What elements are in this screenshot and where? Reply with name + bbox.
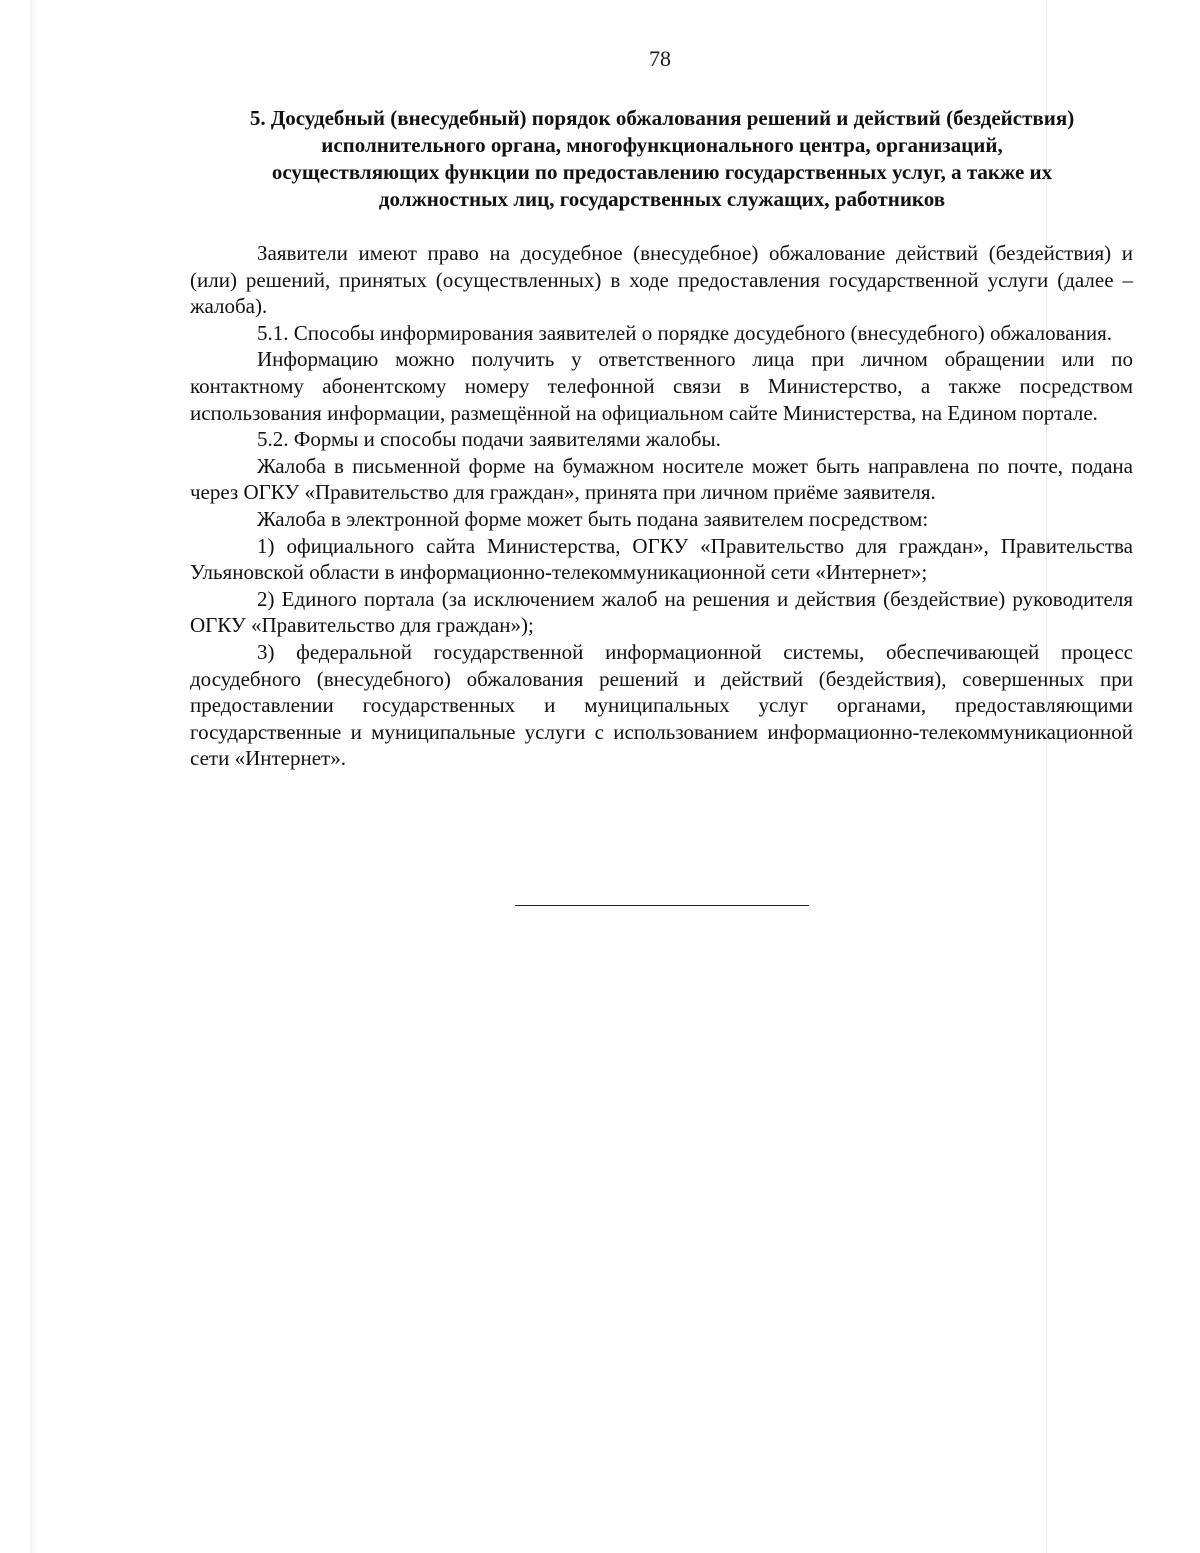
heading-line: 5. Досудебный (внесудебный) порядок обжалования решений и действий (бездействия) [249, 106, 1075, 130]
list-item-3: 3) федеральной государственной информационной системы, обеспечивающей процесс досудебного (внесудебного) обжалования решений и действий (бездействия), совершенных при предоставлении государственных и муниципальных услуг органами, предоставляющими государственные и муниципальные услуги с использованием информационно-телекоммуникационной сети «Интернет». [190, 639, 1133, 771]
end-separator-line [515, 905, 809, 906]
paragraph-electronic-complaint: Жалоба в электронной форме может быть подана заявителем посредством: [257, 506, 929, 531]
paragraph-5-1-heading: 5.1. Способы информирования заявителей о порядке досудебного (внесудебного) обжалования. [257, 320, 1112, 345]
paragraph-right-to-appeal: Заявители имеют право на досудебное (внесудебное) обжалование действий (бездействия) и (или) решений, принятых (осуществленных) в ходе предоставления государственной услуги (далее – жалоба). [190, 241, 1133, 319]
list-item-1: 1) официального сайта Министерства, ОГКУ «Правительство для граждан», Правительства Ульяновской области в информационно-телекоммуникационной сети «Интернет»; [190, 533, 1133, 585]
section-body [190, 240, 1133, 772]
paragraph-written-complaint: Жалоба в письменной форме на бумажном носителе может быть направлена по почте, подана через ОГКУ «Правительство для граждан», принята при личном приёме заявителя. [190, 453, 1133, 505]
page-number: 78 [649, 46, 671, 71]
paragraph-5-2-heading: 5.2. Формы и способы подачи заявителями жалобы. [257, 427, 721, 452]
scan-edge-shadow [30, 0, 40, 1553]
heading-line: исполнительного органа, многофункционального центра, организаций, [321, 133, 1003, 157]
heading-line: осуществляющих функции по предоставлению государственных услуг, а также их [271, 160, 1053, 184]
section-heading [192, 105, 1132, 213]
list-item-2: 2) Единого портала (за исключением жалоб на решения и действия (бездействие) руководителя ОГКУ «Правительство для граждан»); [190, 586, 1133, 638]
paragraph-information-sources: Информацию можно получить у ответственного лица при личном обращении или по контактному абонентскому номеру телефонной связи в Министерство, а также посредством использования информации, размещённой на официальном сайте Министерства, на Едином портале. [190, 347, 1133, 425]
heading-line: должностных лиц, государственных служащих, работников [378, 187, 946, 211]
scan-fold-line [1046, 0, 1047, 1553]
